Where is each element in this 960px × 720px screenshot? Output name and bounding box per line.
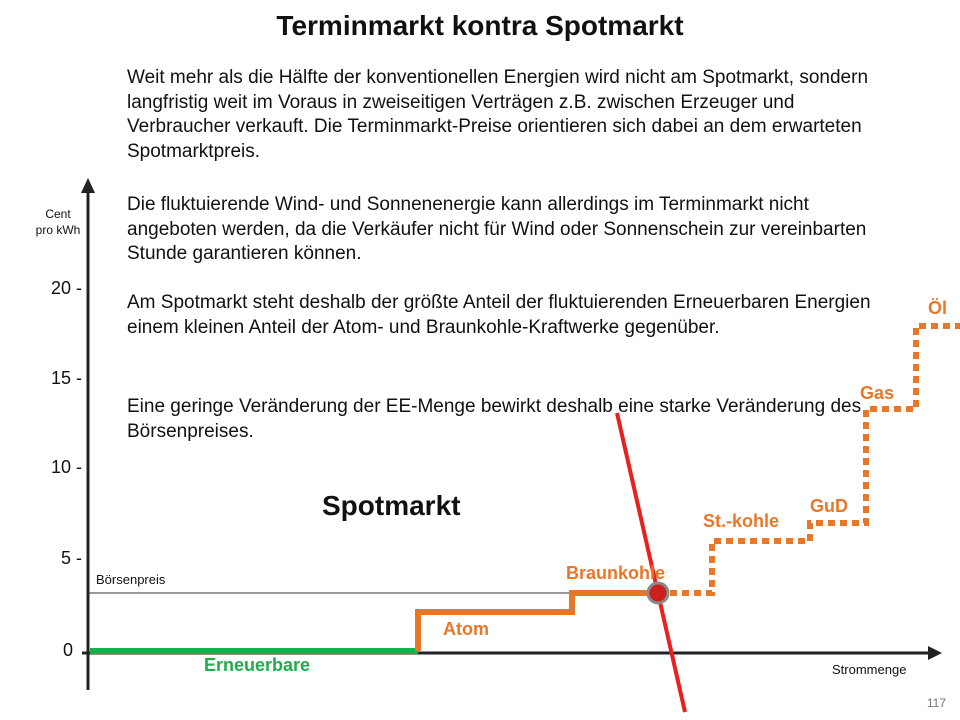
dotted-supply-curve [658,326,960,593]
y-axis-arrow [81,178,95,193]
y-tick-10: 10 - [50,457,82,477]
y-tick-15: 15 - [50,368,82,388]
label-braunkohle: Braunkohle [566,563,666,583]
slide-title: Terminmarkt kontra Spotmarkt [276,10,684,41]
label-steinkohle: St.-kohle [703,511,780,531]
chart-heading: Spotmarkt [322,490,461,521]
paragraph-4: Eine geringe Veränderung der EE-Menge bewirkt deshalb eine starke Veränderung des Börsenpreises. [127,396,862,442]
label-erneuerbare: Erneuerbare [204,655,311,675]
paragraph-3: Am Spotmarkt steht deshalb der größte Anteil der fluktuierenden Erneuerbaren Energien einem kleinen Anteil der Atom- und Braunkohle-Kraftwerke gegenüber. [127,292,871,338]
paragraph-2: Die fluktuierende Wind- und Sonnenenergie kann allerdings im Terminmarkt nicht angeboten werden, da die Verkäufer nicht für Wind oder Sonnenschein zur vereinbarten Stunde garantieren können. [127,194,867,264]
page-number: 117 [926,696,946,710]
label-atom: Atom [443,619,489,639]
x-axis-label: Strommenge [832,662,907,677]
y-tick-20: 20 - [50,278,82,298]
price-label: Börsenpreis [96,572,166,587]
label-gas: Gas [860,383,895,403]
label-oel: Öl [928,298,948,318]
y-axis-unit: Cent pro kWh [35,207,81,237]
paragraph-1: Weit mehr als die Hälfte der konventionellen Energien wird nicht am Spotmarkt, sondern langfristig weit im Voraus in zweiseitigen Verträgen z.B. zwischen Erzeuger und Verbraucher verkauft. Die Terminmarkt-Preise orientieren sich dabei an dem erwarteten Spotmarktpreis. [127,67,869,162]
intersection-point [648,583,668,603]
x-axis-arrow [928,646,942,660]
y-tick-5: 5 - [60,548,82,568]
label-gud: GuD [810,496,848,516]
y-tick-0: 0 [62,640,73,660]
